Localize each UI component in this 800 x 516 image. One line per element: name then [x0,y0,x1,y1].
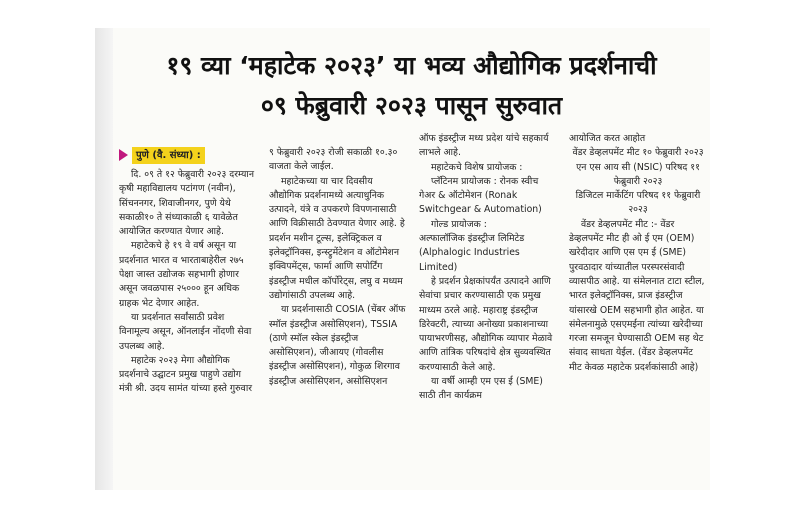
event-digital-marketing: डिजिटल मार्केटिंग परिषद ११ फेब्रुवारी २०२३ [575,190,701,216]
column-2 [269,146,407,389]
column-4 [569,132,707,375]
paragraph: या प्रदर्शनासाठी COSIA (चेंबर ऑफ स्मॉल इंडस्ट्रीज असोसिएशन), TSSIA (ठाणे स्मॉल स्केल इंडस्ट्रीज असोसिएशन), जीआयए (गोवलीस इंडस्ट्रीज असोसिएशन), गोकुळ शिरगाव इंडस्ट्रीज असोसिएशन, असोसिएशन [269,304,406,387]
sponsor-heading: महाटेकचे विशेष प्रायोजक : [431,161,523,173]
event-vendor-meet: वेंडर डेव्हलपमेंट मीट १० फेब्रुवारी २०२३ [572,147,704,159]
paragraph: महाटेकचे हे १९ वे वर्ष असून या प्रदर्शनात भारत व भारताबाहेरील २७५ पेक्षा जास्त उद्योजक सहभागी होणार असून जवळपास २५००० हून अधिक ग्राहक भेट देणार आहेत. [119,240,244,309]
platinum-sponsor: प्लॅटिनम प्रायोजक : रोनक स्वीच गेअर & ऑटोमेशन (Ronak Switchgear & Automation) [419,175,542,216]
article-body [119,133,707,490]
paragraph: महाटेक २०२३ मेगा औद्योगिक प्रदर्शनाचे उद्घाटन प्रमुख पाहुणे उद्योग मंत्री श्री. उदय सामंत यांच्या हस्ते गुरुवार [119,354,253,395]
paragraph: दि. ०९ ते १२ फेब्रुवारी २०२३ दरम्यान कृषी महाविद्यालय पटांगण (नवीन), सिंचननगर, शिवाजीनगर, पुणे येथे सकाळी१० ते संध्याकाळी ६ यावेळेत आयोजित करण्यात येणार आहे. [119,169,254,238]
dateline [119,146,257,164]
paragraph: वेंडर डेव्हलपमेंट मीट :- वेंडर डेव्हलपमेंट मीट ही ओ ई एम (OEM) खरेदीदार आणि एस एम ई (SME) पुरवठादार यांच्यातील परस्परसंवादी व्यासपीठ आहे. या संमेलनात टाटा स्टील, भारत इलेक्ट्रॉनिक्स, प्राज इंडस्ट्रीज यांसारखे OEM सहभागी होत आहेत. या संमेलनामुळे एसएमईना त्यांच्या खरेदीच्या गरजा समजून घेण्यासाठी OEM सह थेट संवाद साधता येईल. (वेंडर डेव्हलपमेंट मीट केवळ महाटेक प्रदर्शकांसाठी आहे) [569,218,705,373]
dateline-arrow-icon [119,149,128,161]
paragraph: या प्रदर्शनात सर्वांसाठी प्रवेश विनामूल्य असून, ऑनलाईन नोंदणी सेवा उपलब्ध आहे. [119,311,252,352]
page-gutter-shadow [95,28,113,490]
dateline-label: पुणे (वै. संध्या) : [132,147,205,164]
paragraph: ऑफ इंडस्ट्रीज मध्य प्रदेश यांचे सहकार्य लाभले आहे. [419,133,549,159]
event-nsic: एन एस आय सी (NSIC) परिषद ११ फेब्रुवारी २०२३ [576,161,700,187]
headline [119,46,704,126]
headline-line-1: १९ व्या ‘महाटेक २०२३’ या भव्य औद्योगिक प्रदर्शनाची [166,51,657,80]
headline-line-2: ०९ फेब्रुवारी २०२३ पासून सुरुवात [260,91,563,120]
paragraph: महाटेकच्या या चार दिवसीय औद्योगिक प्रदर्शनामध्ये अत्याधुनिक उत्पादने, यंत्रे व उपकरणे विपणनासाठी आणि विक्रीसाठी ठेवण्यात येणार आहे. हे प्रदर्शन मशीन टूल्स, इलेक्ट्रिकल व इलेक्ट्रॉनिक्स, इन्स्ट्रुमेंटेशन व ऑटोमेशन इक्विपमेंट्स, फार्मा आणि सपोर्टिंग इंडस्ट्रीज मधील कॉर्पोरेट्स, लघु व मध्यम उद्योगांसाठी उपलब्ध आहे. [269,175,405,301]
gold-sponsor-heading: गोल्ड प्रायोजक : [431,218,487,230]
column-3 [419,132,557,404]
paragraph: या वर्षी आम्ही एम एस ई (SME) साठी तीन कार्यक्रम [419,376,543,402]
column-1 [119,146,257,397]
paragraph: हे प्रदर्शन प्रेक्षकांपर्यंत उत्पादने आणि सेवांचा प्रचार करण्यासाठी एक प्रमुख माध्यम ठरले आहे. महाराष्ट्र इंडस्ट्रीज डिरेक्टरी, त्याच्या अनोख्या प्रकाशनाच्या पायाभरणीसह, औद्योगिक व्यापार मेळावे आणि तांत्रिक परिषदांचे क्षेत्र सुव्यवस्थित करण्यासाठी केले आहे. [419,275,553,373]
gold-sponsor: अल्फालॉजिक इंडस्ट्रीज लिमिटेड (Alphalogic Industries Limited) [419,233,525,273]
paragraph: ९ फेब्रुवारी २०२३ रोजी सकाळी १०.३० वाजता केले जाईल. [269,147,398,173]
paragraph: आयोजित करत आहोत [569,133,646,144]
newspaper-clipping [95,28,710,490]
